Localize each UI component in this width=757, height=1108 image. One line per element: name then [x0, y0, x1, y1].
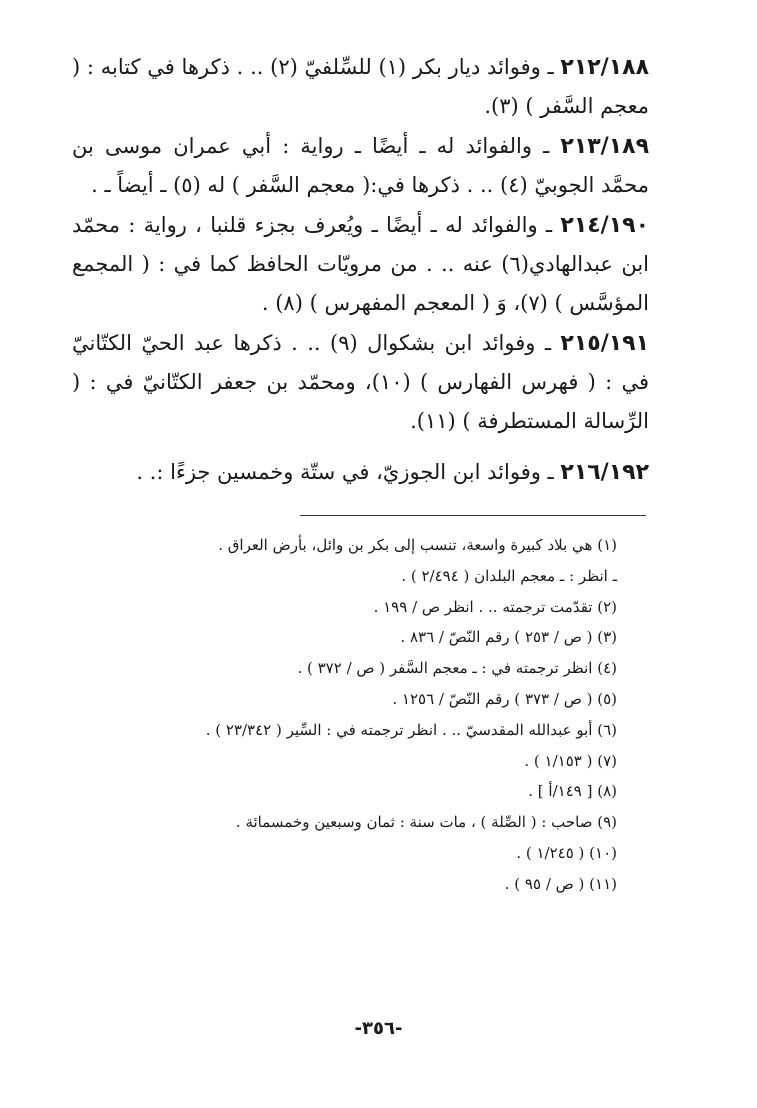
footnote-divider — [300, 515, 646, 516]
footnote: (١١) ( ص / ٩٥ ) . — [504, 874, 617, 893]
footnote: (١٠) ( ١/٢٤٥ ) . — [516, 843, 617, 862]
entry-214 — [72, 206, 649, 323]
entry-213 — [72, 127, 649, 205]
footnote: (٩) صاحب : ( الصِّلة ) ، مات سنة : ثمان وسبعين وخمسمائة . — [235, 813, 617, 832]
page-number: -٣٥٦- — [354, 1018, 403, 1039]
entry-number: ٢١٥/١٩١ — [560, 331, 650, 356]
entry-number: ٢١٦/١٩٢ — [560, 460, 649, 485]
footnote: (٢) تقدّمت ترجمته .. . انظر ص / ١٩٩ . — [373, 597, 617, 616]
entry-216 — [72, 453, 649, 492]
footnote: ـ انظر : ـ معجم البلدان ( ٢/٤٩٤ ) . — [401, 566, 617, 585]
entry-text: ـ والفوائد له ـ أيضًا ـ رواية : أبي عمران موسى بن محمَّد الجوبيّ (٤) .. . ذكرها في:( معجم السَّفر ) له (٥) ـ أيضاً ـ . — [72, 134, 649, 197]
footnote: (٨) [ ١٤٩/أ ] . — [528, 782, 617, 801]
entry-text: ـ وفوائد ابن الجوزيّ، في ستّة وخمسين جزءًا :. . — [136, 460, 561, 484]
footnotes — [120, 530, 617, 900]
entry-text: ـ والفوائد له ـ أيضًا ـ ويُعرف بجزء قلنبا ، رواية : محمّد ابن عبدالهادي(٦) عنه .. . من مرويّات الحافظ كما في : ( المجمع المؤسَّس ) (٧)، وَ ( المعجم المفهرس ) (٨) . — [72, 213, 649, 315]
entry-number: ٢١٢/١٨٨ — [560, 55, 649, 80]
footnote: (٣) ( ص / ٢٥٣ ) رقم النّصّ / ٨٣٦ . — [400, 628, 617, 647]
main-text — [72, 48, 649, 493]
entry-text: ـ وفوائد ابن بشكوال (٩) .. . ذكرها عبد الحيّ الكتّانيّ في : ( فهرس الفهارس ) (١٠)، ومحمّد بن جعفر الكتّانيّ في : ( الرِّسالة المستطرفة ) (١١). — [72, 331, 650, 433]
footnote: (٥) ( ص / ٣٧٣ ) رقم النّصّ / ١٢٥٦ . — [392, 689, 617, 708]
footnote: (٦) أبو عبدالله المقدسيّ .. . انظر ترجمته في : السِّير ( ٢٣/٣٤٢ ) . — [205, 720, 617, 739]
footnote: (٧) ( ١/١٥٣ ) . — [524, 751, 617, 770]
footnote: (١) هي بلاد كبيرة واسعة، تنسب إلى بكر بن وائل، بأرض العراق . — [218, 536, 617, 554]
entry-number: ٢١٤/١٩٠ — [560, 213, 649, 238]
entry-number: ٢١٣/١٨٩ — [560, 134, 649, 159]
entry-215 — [72, 324, 649, 441]
entry-text: ـ وفوائد ديار بكر (١) للسِّلفيّ (٢) .. . ذكرها في كتابه : ( معجم السَّفر ) (٣). — [72, 55, 649, 118]
footnote: (٤) انظر ترجمته في : ـ معجم السَّفر ( ص / ٣٧٢ ) . — [297, 659, 617, 678]
entry-212 — [72, 48, 649, 126]
